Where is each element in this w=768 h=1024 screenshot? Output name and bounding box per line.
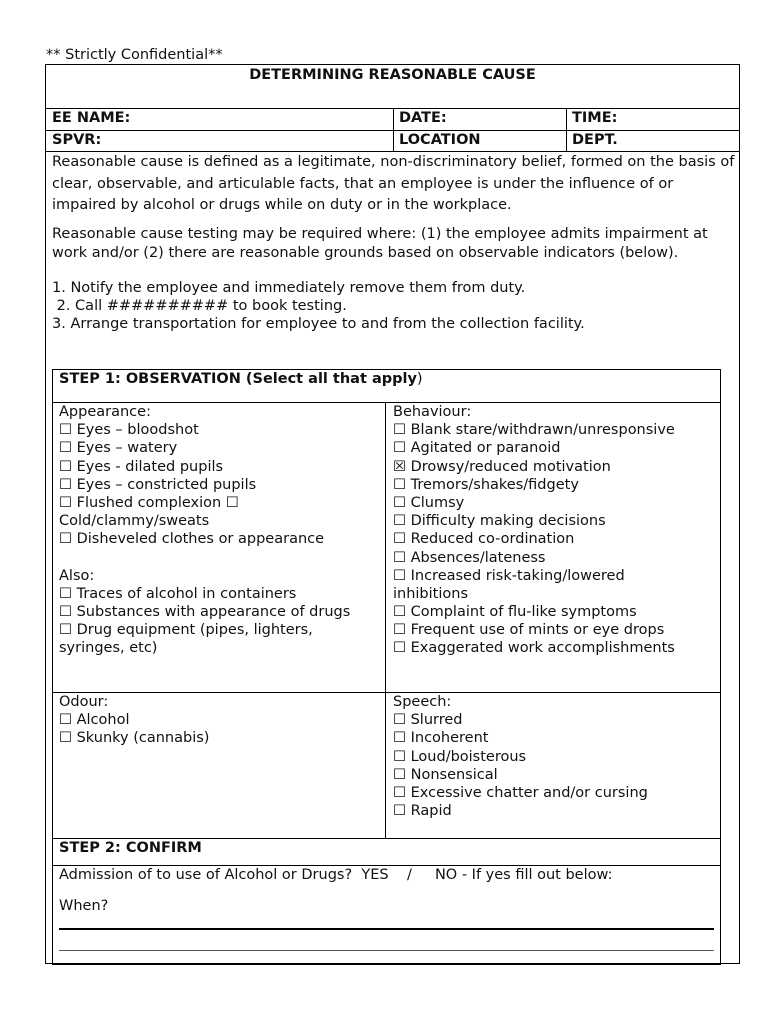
- instruction-step-2: 2. Call ########## to book testing.: [52, 298, 347, 314]
- checkbox-exaggerated-work[interactable]: ☐ Exaggerated work accomplishments: [393, 640, 675, 657]
- odour-heading: Odour:: [59, 694, 109, 710]
- behaviour-heading: Behaviour:: [393, 404, 472, 420]
- when-label: When?: [59, 898, 109, 914]
- checkbox-reduced-coordination[interactable]: ☐ Reduced co-ordination: [393, 531, 575, 548]
- appearance-heading: Appearance:: [59, 404, 151, 420]
- time-field[interactable]: TIME:: [572, 110, 618, 126]
- confidential-note: ** Strictly Confidential**: [46, 47, 223, 63]
- checkbox-slurred[interactable]: ☐ Slurred: [393, 712, 463, 729]
- step1-heading: STEP 1: OBSERVATION (Select all that apply): [59, 371, 423, 387]
- behaviour-section: [393, 403, 675, 658]
- checkbox-clumsy[interactable]: ☐ Clumsy: [393, 494, 465, 511]
- checkbox-disheveled[interactable]: ☐ Disheveled clothes or appearance: [59, 531, 325, 548]
- admission-question: Admission of to use of Alcohol or Drugs? YES / NO - If yes fill out below:: [59, 867, 613, 883]
- form-title: DETERMINING REASONABLE CAUSE: [249, 67, 536, 83]
- appearance-section: [59, 403, 350, 658]
- checkbox-blank-stare[interactable]: ☐ Blank stare/withdrawn/unresponsive: [393, 422, 675, 439]
- step2-heading: STEP 2: CONFIRM: [59, 840, 202, 856]
- checkbox-cold-clammy-label[interactable]: Cold/clammy/sweats: [59, 513, 210, 530]
- checkbox-eyes-constricted[interactable]: ☐ Eyes – constricted pupils: [59, 476, 257, 493]
- also-heading: Also:: [59, 567, 95, 584]
- odour-section: [59, 693, 209, 748]
- checkbox-tremors[interactable]: ☐ Tremors/shakes/fidgety: [393, 476, 579, 493]
- checkbox-alcohol-containers[interactable]: ☐ Traces of alcohol in containers: [59, 585, 297, 602]
- checkbox-loud[interactable]: ☐ Loud/boisterous: [393, 748, 527, 765]
- checkbox-eyes-dilated[interactable]: ☐ Eyes - dilated pupils: [59, 458, 224, 475]
- checkbox-eyes-watery[interactable]: ☐ Eyes – watery: [59, 440, 178, 457]
- checkbox-incoherent[interactable]: ☐ Incoherent: [393, 730, 489, 747]
- checkbox-eyes-bloodshot[interactable]: ☐ Eyes – bloodshot: [59, 422, 199, 439]
- date-field[interactable]: DATE:: [399, 110, 447, 126]
- answer-line-2[interactable]: [59, 950, 714, 951]
- checkbox-risk-taking[interactable]: ☐ Increased risk-taking/lowered: [393, 567, 625, 584]
- checkbox-difficulty-decisions[interactable]: ☐ Difficulty making decisions: [393, 513, 606, 530]
- checkbox-alcohol-odour[interactable]: ☐ Alcohol: [59, 712, 130, 729]
- dept-field[interactable]: DEPT.: [572, 132, 618, 148]
- ee-name-field[interactable]: EE NAME:: [52, 110, 131, 126]
- checkbox-drug-equipment-cont[interactable]: syringes, etc): [59, 640, 158, 657]
- checkbox-substances[interactable]: ☐ Substances with appearance of drugs: [59, 604, 351, 621]
- checkbox-skunky[interactable]: ☐ Skunky (cannabis): [59, 730, 210, 747]
- checkbox-flu-symptoms[interactable]: ☐ Complaint of flu-like symptoms: [393, 604, 637, 621]
- checkbox-drowsy[interactable]: ☒ Drowsy/reduced motivation: [393, 458, 611, 475]
- checkbox-rapid[interactable]: ☐ Rapid: [393, 803, 452, 820]
- when-answer-line[interactable]: [59, 928, 714, 930]
- checkbox-excessive-chatter[interactable]: ☐ Excessive chatter and/or cursing: [393, 784, 648, 801]
- checkbox-drug-equipment[interactable]: ☐ Drug equipment (pipes, lighters,: [59, 622, 313, 639]
- checkbox-flushed-complexion[interactable]: ☐ Flushed complexion ☐: [59, 494, 239, 511]
- checkbox-absences[interactable]: ☐ Absences/lateness: [393, 549, 546, 566]
- reasonable-cause-definition: Reasonable cause is defined as a legitimate, non-discriminatory belief, formed on the basis of clear, observable, and articulable facts, that an employee is under the influence of or impaired by alcohol or drugs while on duty or in the workplace.: [52, 154, 735, 213]
- instruction-step-1: 1. Notify the employee and immediately remove them from duty.: [52, 280, 526, 296]
- testing-requirements: Reasonable cause testing may be required where: (1) the employee admits impairment at work and/or (2) there are reasonable grounds based on observable indicators (below).: [52, 226, 708, 261]
- checkbox-mints-eye-drops[interactable]: ☐ Frequent use of mints or eye drops: [393, 622, 665, 639]
- header-grid-divider-1: [393, 108, 394, 151]
- speech-heading: Speech:: [393, 694, 452, 710]
- instruction-step-3: 3. Arrange transportation for employee to and from the collection facility.: [52, 316, 585, 332]
- checkbox-risk-taking-cont[interactable]: inhibitions: [393, 585, 468, 602]
- location-field[interactable]: LOCATION: [399, 132, 481, 148]
- checkbox-nonsensical[interactable]: ☐ Nonsensical: [393, 766, 498, 783]
- appearance-spacer: [59, 549, 350, 567]
- spvr-field[interactable]: SPVR:: [52, 132, 102, 148]
- checkbox-agitated[interactable]: ☐ Agitated or paranoid: [393, 440, 561, 457]
- observation-column-divider: [385, 402, 386, 838]
- speech-section: [393, 693, 648, 820]
- header-grid-divider-2: [566, 108, 567, 151]
